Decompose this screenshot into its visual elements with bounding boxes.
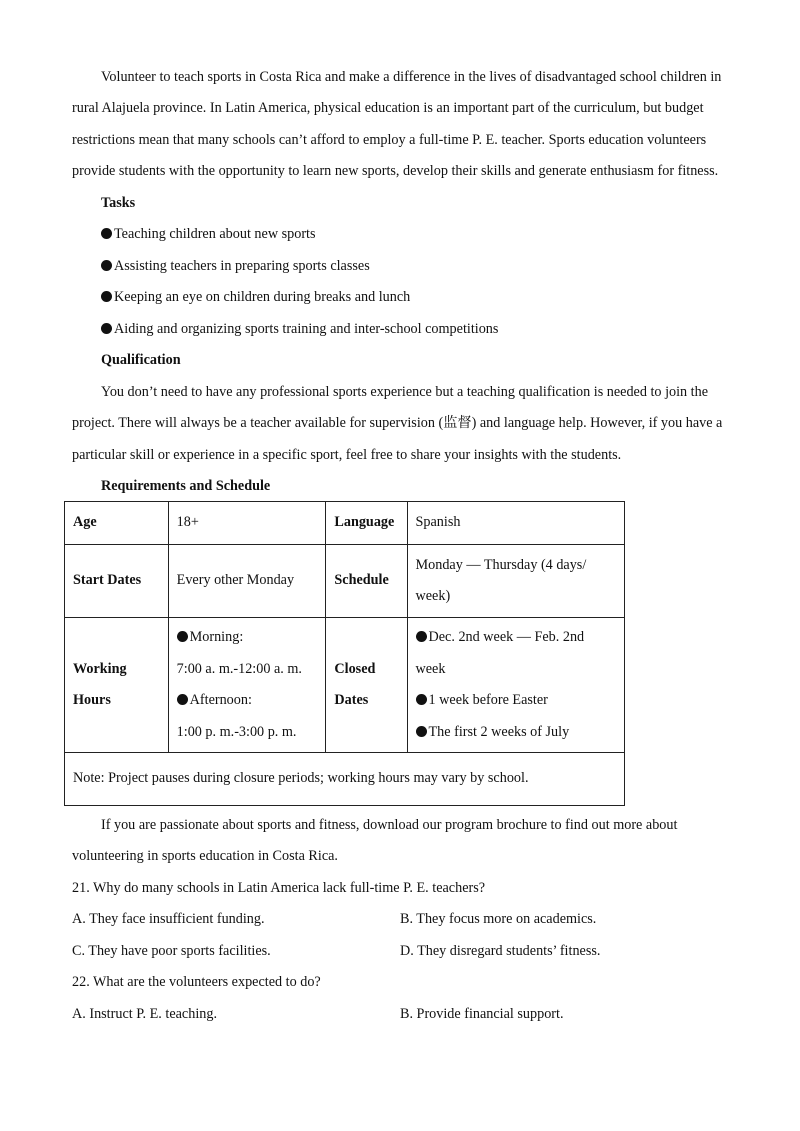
working-hours-value — [168, 618, 326, 753]
intro-line: restrictions mean that many schools can’t afford to employ a full-time P. E. teacher. Sports education volunteers — [72, 132, 707, 148]
table-row — [65, 618, 625, 753]
task-item — [101, 225, 316, 243]
schedule-label: Schedule — [326, 545, 407, 618]
closed-item — [416, 717, 616, 749]
intro-line: provide students with the opportunity to learn new sports, develop their skills and generate enthusiasm for fitness. — [72, 163, 719, 179]
table-row — [65, 753, 625, 806]
qualification-line: You don’t need to have any professional sports experience but a teaching qualification is needed to join the — [101, 384, 709, 400]
closed-dates-label — [326, 618, 407, 753]
qualification-line: particular skill or experience in a specific sport, feel free to share your insights with the students. — [72, 447, 622, 463]
question-option-d[interactable]: D. They disregard students’ fitness. — [400, 943, 601, 959]
closed-item-continuation: week — [415, 660, 446, 677]
working-hours-label-line: Hours — [73, 692, 111, 708]
working-hours-label-line: Working — [73, 660, 127, 677]
requirements-table — [64, 501, 625, 806]
closed-dates-label-line: Dates — [334, 692, 369, 708]
bullet-icon — [177, 631, 188, 642]
qualification-line: project. There will always be a teacher available for supervision (监督) and language help. However, if you have a — [72, 415, 723, 431]
tasks-heading: Tasks — [101, 195, 136, 211]
question-option-b[interactable]: B. They focus more on academics. — [400, 911, 597, 927]
task-item — [101, 257, 370, 275]
question-stem: 21. Why do many schools in Latin America lack full-time P. E. teachers? — [72, 880, 486, 896]
task-item — [101, 320, 498, 338]
schedule-value-line: Monday — Thursday (4 days/ — [415, 556, 587, 573]
morning-label — [177, 622, 318, 654]
table-row — [65, 545, 625, 618]
task-text: Teaching children about new sports — [114, 226, 316, 242]
schedule-value — [407, 545, 624, 618]
closed-item-text: Dec. 2nd week — Feb. 2nd — [428, 629, 585, 645]
closing-line: volunteering in sports education in Costa Rica. — [72, 848, 338, 864]
working-hours-label — [65, 618, 169, 753]
age-value: 18+ — [168, 502, 326, 545]
question-option-a[interactable]: A. Instruct P. E. teaching. — [72, 1006, 217, 1022]
question-option-a[interactable]: A. They face insufficient funding. — [72, 911, 265, 927]
morning-label-text: Morning: — [189, 629, 244, 645]
closed-item — [416, 685, 616, 717]
bullet-icon — [416, 726, 427, 737]
age-label: Age — [65, 502, 169, 545]
schedule-value-line: week) — [415, 588, 451, 604]
qualification-heading: Qualification — [101, 352, 181, 368]
language-value: Spanish — [407, 502, 624, 545]
question-option-b[interactable]: B. Provide financial support. — [400, 1006, 564, 1022]
morning-hours: 7:00 a. m.-12:00 a. m. — [176, 660, 302, 677]
bullet-icon — [416, 631, 427, 642]
task-text: Assisting teachers in preparing sports classes — [114, 258, 370, 274]
bullet-icon — [101, 323, 112, 334]
bullet-icon — [101, 228, 112, 239]
closing-line: If you are passionate about sports and fitness, download our program brochure to find out more about — [101, 817, 678, 833]
intro-line: rural Alajuela province. In Latin America, physical education is an important part of the curriculum, but budget — [72, 100, 704, 116]
table-note: Note: Project pauses during closure periods; working hours may vary by school. — [65, 753, 625, 806]
intro-line: Volunteer to teach sports in Costa Rica and make a difference in the lives of disadvantaged school children in — [101, 69, 722, 85]
task-item — [101, 288, 410, 306]
bullet-icon — [416, 694, 427, 705]
requirements-heading: Requirements and Schedule — [101, 478, 271, 494]
bullet-icon — [101, 260, 112, 271]
start-dates-label: Start Dates — [65, 545, 169, 618]
question-stem: 22. What are the volunteers expected to do? — [72, 974, 321, 990]
closed-dates-value — [407, 618, 624, 753]
question-option-c[interactable]: C. They have poor sports facilities. — [72, 943, 271, 959]
table-row — [65, 502, 625, 545]
afternoon-label — [177, 685, 318, 717]
language-label: Language — [326, 502, 407, 545]
afternoon-hours: 1:00 p. m.-3:00 p. m. — [176, 723, 297, 740]
closed-item-text: The first 2 weeks of July — [428, 723, 570, 740]
start-dates-value: Every other Monday — [168, 545, 326, 618]
task-text: Keeping an eye on children during breaks and lunch — [114, 289, 411, 305]
afternoon-label-text: Afternoon: — [189, 692, 252, 708]
bullet-icon — [177, 694, 188, 705]
closed-dates-label-line: Closed — [334, 660, 376, 677]
closed-item-text: 1 week before Easter — [428, 692, 548, 708]
closed-item — [416, 622, 616, 654]
bullet-icon — [101, 291, 112, 302]
task-text: Aiding and organizing sports training and inter-school competitions — [114, 321, 499, 337]
